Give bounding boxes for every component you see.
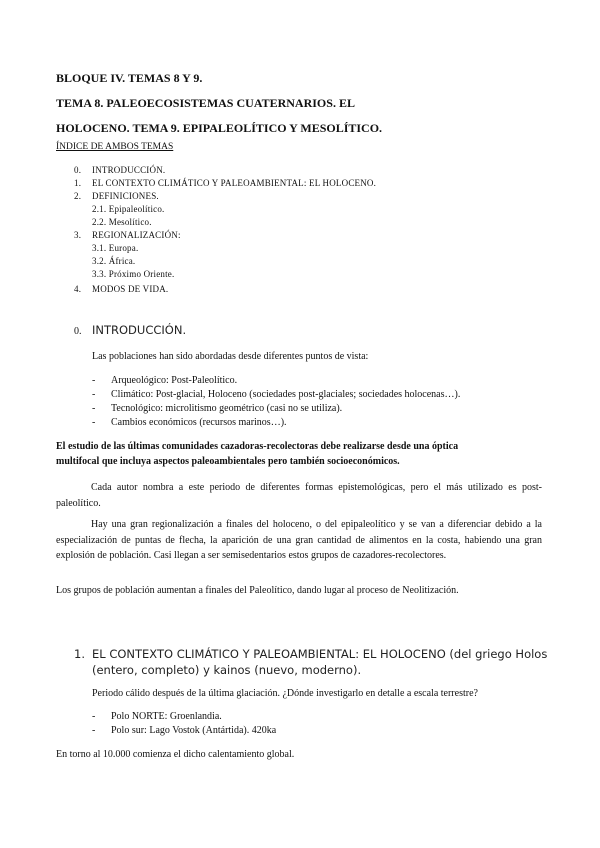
bullet-text: Polo sur: Lago Vostok (Antártida). 420ka bbox=[111, 725, 277, 736]
bullet-text: Cambios económicos (recursos marinos…). bbox=[111, 417, 287, 428]
bullet-text: Polo NORTE: Groenlandia. bbox=[111, 711, 222, 722]
index-subitem-label: 3.2. África. bbox=[92, 256, 136, 266]
index-subitem-label: 2.1. Epipaleolítico. bbox=[92, 204, 165, 214]
bullet-text: Tecnológico: microlitismo geométrico (casi no se utiliza). bbox=[111, 403, 343, 414]
index-item-label: DEFINICIONES. bbox=[92, 191, 159, 201]
index-item-label: EL CONTEXTO CLIMÁTICO Y PALEOAMBIENTAL: EL HOLOCENO. bbox=[92, 178, 377, 188]
bullet-text: Arqueológico: Post-Paleolítico. bbox=[111, 375, 238, 386]
index-item-label: INTRODUCCIÓN. bbox=[92, 165, 166, 175]
document-title-line-2: TEMA 8. PALEOECOSISTEMAS CUATERNARIOS. EL bbox=[56, 96, 355, 110]
index-item-number: 2. bbox=[74, 191, 82, 201]
bullet-dash: - bbox=[92, 711, 96, 722]
bullet-dash: - bbox=[92, 403, 96, 414]
section-1-heading-line-2: (entero, completo) y kainos (nuevo, moderno). bbox=[92, 663, 362, 677]
bullet-dash: - bbox=[92, 417, 96, 428]
paragraph: Los grupos de población aumentan a finales del Paleolítico, dando lugar al proceso de Neolitización. bbox=[56, 585, 459, 596]
section-1-intro: Periodo cálido después de la última glaciación. ¿Dónde investigarlo en detalle a escala terrestre? bbox=[92, 688, 478, 699]
section-0-heading: INTRODUCCIÓN. bbox=[92, 323, 187, 337]
bullet-dash: - bbox=[92, 389, 96, 400]
paragraph: Cada autor nombra a este periodo de diferentes formas epistemológicas, pero el más utilizado es post- paleolítico. bbox=[56, 482, 542, 509]
emphasis-line-2: multifocal que incluya aspectos paleoambientales pero también socioeconómicos. bbox=[56, 456, 400, 467]
index-item-number: 3. bbox=[74, 230, 82, 240]
closing-line: En torno al 10.000 comienza el dicho calentamiento global. bbox=[56, 749, 295, 760]
bullet-text: Climático: Post-glacial, Holoceno (sociedades post-glaciales; sociedades holocenas…). bbox=[111, 389, 461, 400]
index-item-number: 0. bbox=[74, 165, 82, 175]
index-item-label: REGIONALIZACIÓN: bbox=[92, 230, 181, 240]
bullet-dash: - bbox=[92, 375, 96, 386]
index-subitem-label: 3.3. Próximo Oriente. bbox=[92, 269, 175, 279]
index-item-number: 4. bbox=[74, 284, 82, 294]
document-title-line-1: BLOQUE IV. TEMAS 8 Y 9. bbox=[56, 71, 203, 85]
document-title-line-3: HOLOCENO. TEMA 9. EPIPALEOLÍTICO Y MESOLÍTICO. bbox=[56, 121, 383, 135]
section-0-intro: Las poblaciones han sido abordadas desde diferentes puntos de vista: bbox=[92, 351, 369, 362]
index-item-number: 1. bbox=[74, 178, 82, 188]
section-0-number: 0. bbox=[74, 326, 82, 337]
section-1-heading-line-1: EL CONTEXTO CLIMÁTICO Y PALEOAMBIENTAL: EL HOLOCENO (del griego Holos bbox=[92, 647, 548, 661]
index-subitem-label: 3.1. Europa. bbox=[92, 243, 139, 253]
index-heading: ÍNDICE DE AMBOS TEMAS bbox=[56, 142, 174, 152]
bullet-dash: - bbox=[92, 725, 96, 736]
emphasis-line-1: El estudio de las últimas comunidades cazadoras-recolectoras debe realizarse desde una óptica bbox=[56, 441, 459, 452]
index-subitem-label: 2.2. Mesolítico. bbox=[92, 217, 152, 227]
section-1-number: 1. bbox=[74, 647, 85, 661]
index-item-label: MODOS DE VIDA. bbox=[92, 284, 169, 294]
paragraph: Hay una gran regionalización a finales del holoceno, o del epipaleolítico y se van a diferenciar debido a la especialización de puntas de flecha, la aparición de una gran cantidad de alimentos en la costa, habiendo una gran explosión de población. Casi llegan a ser semisedentarios estos grupos de cazadores-recolectores. bbox=[56, 519, 542, 561]
